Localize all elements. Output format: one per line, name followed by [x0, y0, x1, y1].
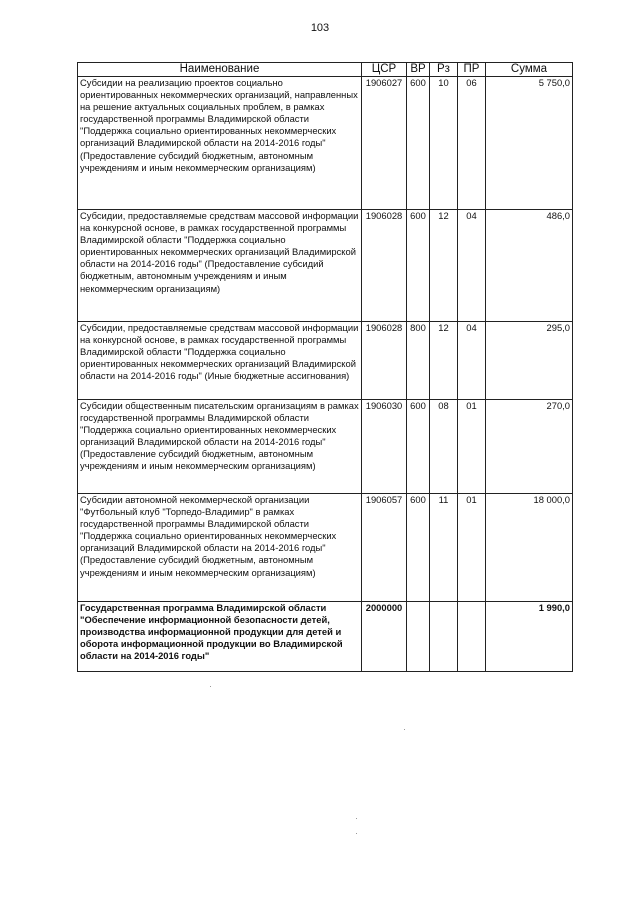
cell-csr: 1906028	[362, 322, 407, 400]
header-rz: Рз	[430, 63, 458, 77]
header-vr: ВР	[407, 63, 430, 77]
cell-rz: 10	[430, 77, 458, 210]
cell-rz	[430, 602, 458, 672]
table-row-program-total	[78, 602, 573, 672]
cell-csr: 1906027	[362, 77, 407, 210]
cell-vr: 600	[407, 210, 430, 322]
cell-csr: 1906057	[362, 494, 407, 602]
cell-pr: 06	[458, 77, 486, 210]
table-row	[78, 322, 573, 400]
cell-csr: 1906028	[362, 210, 407, 322]
table-row	[78, 77, 573, 210]
cell-pr: 04	[458, 322, 486, 400]
scan-speck	[356, 818, 357, 819]
cell-rz: 12	[430, 322, 458, 400]
cell-vr	[407, 602, 430, 672]
cell-pr: 04	[458, 210, 486, 322]
cell-rz: 12	[430, 210, 458, 322]
table-header-row	[78, 63, 573, 77]
cell-sum: 295,0	[486, 322, 573, 400]
cell-name: Субсидии, предоставляемые средствам массовой информации на конкурсной основе, в рамках государственной программы Владимирской области "Поддержка социально ориентированных некоммерческих организаций Владимирской области на 2014-2016 годы" (Предоставление субсидий бюджетным, автономным учреждениям и иным некоммерческим организациям)	[78, 210, 362, 322]
scan-speck	[210, 686, 211, 687]
budget-table	[77, 62, 573, 672]
cell-vr: 600	[407, 400, 430, 494]
header-sum: Сумма	[486, 63, 573, 77]
cell-sum: 18 000,0	[486, 494, 573, 602]
cell-sum: 270,0	[486, 400, 573, 494]
cell-vr: 600	[407, 494, 430, 602]
cell-name: Субсидии общественным писательским организациям в рамках государственной программы Владимирской области "Поддержка социально ориентированных некоммерческих организаций Владимирской области на 2014-2016 годы" (Предоставление субсидий бюджетным, автономным учреждениям и иным некоммерческим организациям)	[78, 400, 362, 494]
cell-rz: 11	[430, 494, 458, 602]
cell-pr: 01	[458, 400, 486, 494]
table-row	[78, 494, 573, 602]
header-name: Наименование	[78, 63, 362, 77]
cell-vr: 600	[407, 77, 430, 210]
cell-sum: 486,0	[486, 210, 573, 322]
table-row	[78, 210, 573, 322]
cell-name: Государственная программа Владимирской области "Обеспечение информационной безопасности детей, производства информационной продукции для детей и оборота информационной продукции во Владимирской области на 2014-2016 годы"	[78, 602, 362, 672]
cell-sum: 5 750,0	[486, 77, 573, 210]
scan-speck	[404, 729, 405, 730]
cell-pr	[458, 602, 486, 672]
header-pr: ПР	[458, 63, 486, 77]
cell-rz: 08	[430, 400, 458, 494]
cell-name: Субсидии на реализацию проектов социально ориентированных некоммерческих организаций, направленных на решение актуальных социальных проблем, в рамках государственной программы Владимирской области "Поддержка социально ориентированных некоммерческих организаций Владимирской области на 2014-2016 годы" (Предоставление субсидий бюджетным, автономным учреждениям и иным некоммерческим организациям)	[78, 77, 362, 210]
cell-csr: 1906030	[362, 400, 407, 494]
cell-name: Субсидии, предоставляемые средствам массовой информации на конкурсной основе, в рамках государственной программы Владимирской области "Поддержка социально ориентированных некоммерческих организаций Владимирской области на 2014-2016 годы" (Иные бюджетные ассигнования)	[78, 322, 362, 400]
cell-vr: 800	[407, 322, 430, 400]
cell-pr: 01	[458, 494, 486, 602]
header-csr: ЦСР	[362, 63, 407, 77]
cell-csr: 2000000	[362, 602, 407, 672]
page-number: 103	[310, 22, 330, 34]
cell-sum: 1 990,0	[486, 602, 573, 672]
table-row	[78, 400, 573, 494]
scan-speck	[356, 833, 357, 834]
cell-name: Субсидии автономной некоммерческой организации "Футбольный клуб "Торпедо-Владимир" в рамках государственной программы Владимирской области "Поддержка социально ориентированных некоммерческих организаций Владимирской области на 2014-2016 годы" (Предоставление субсидий бюджетным, автономным учреждениям и иным некоммерческим организациям)	[78, 494, 362, 602]
